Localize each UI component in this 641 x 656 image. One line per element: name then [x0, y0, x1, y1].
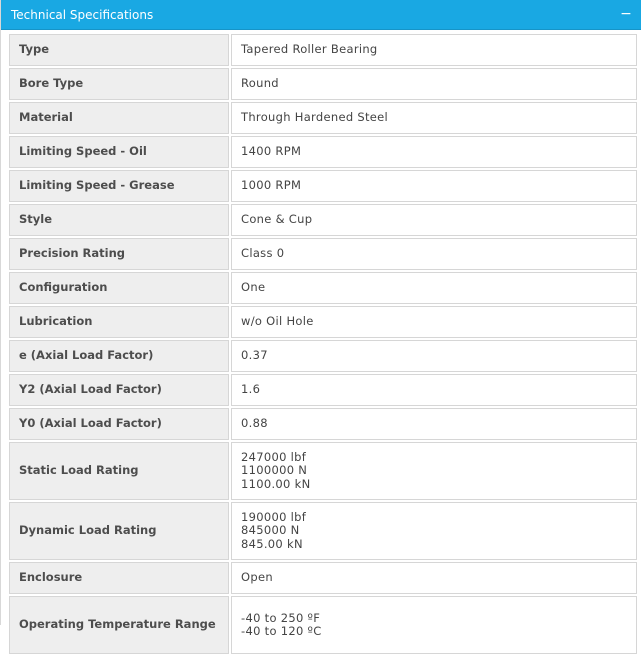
- spec-label: Type: [9, 34, 229, 66]
- spec-row-limiting-speed-oil: [9, 136, 637, 168]
- spec-label: Bore Type: [9, 68, 229, 100]
- spec-value: -40 to 250 ºF -40 to 120 ºC: [231, 596, 637, 654]
- spec-value: 190000 lbf 845000 N 845.00 kN: [231, 502, 637, 560]
- spec-value: 247000 lbf 1100000 N 1100.00 kN: [231, 442, 637, 500]
- spec-value: 0.37: [231, 340, 637, 372]
- spec-value: w/o Oil Hole: [231, 306, 637, 338]
- spec-row-dynamic-load-rating: [9, 502, 637, 560]
- spec-label: Limiting Speed - Oil: [9, 136, 229, 168]
- spec-label: Material: [9, 102, 229, 134]
- spec-value: Through Hardened Steel: [231, 102, 637, 134]
- spec-value: 1400 RPM: [231, 136, 637, 168]
- spec-row-bore-type: [9, 68, 637, 100]
- spec-label: Limiting Speed - Grease: [9, 170, 229, 202]
- spec-row-y2-axial-load-factor: [9, 374, 637, 406]
- spec-label: Operating Temperature Range: [9, 596, 229, 654]
- spec-value: 1000 RPM: [231, 170, 637, 202]
- spec-label: Lubrication: [9, 306, 229, 338]
- spec-label: Enclosure: [9, 562, 229, 594]
- spec-value: 1.6: [231, 374, 637, 406]
- spec-value: One: [231, 272, 637, 304]
- spec-label: e (Axial Load Factor): [9, 340, 229, 372]
- spec-row-limiting-speed-grease: [9, 170, 637, 202]
- spec-value: Round: [231, 68, 637, 100]
- panel-title: Technical Specifications: [11, 8, 154, 22]
- spec-label: Y0 (Axial Load Factor): [9, 408, 229, 440]
- panel-header[interactable]: [1, 0, 641, 30]
- collapse-toggle-icon[interactable]: −: [620, 6, 632, 22]
- spec-row-static-load-rating: [9, 442, 637, 500]
- spec-label: Precision Rating: [9, 238, 229, 270]
- spec-value: Class 0: [231, 238, 637, 270]
- spec-value: Open: [231, 562, 637, 594]
- spec-row-y0-axial-load-factor: [9, 408, 637, 440]
- spec-label: Y2 (Axial Load Factor): [9, 374, 229, 406]
- spec-row-enclosure: [9, 562, 637, 594]
- spec-row-operating-temperature-range: [9, 596, 637, 654]
- spec-value: Tapered Roller Bearing: [231, 34, 637, 66]
- spec-row-style: [9, 204, 637, 236]
- spec-value: 0.88: [231, 408, 637, 440]
- spec-label: Static Load Rating: [9, 442, 229, 500]
- spec-row-type: [9, 34, 637, 66]
- specifications-table: [7, 32, 639, 656]
- spec-row-configuration: [9, 272, 637, 304]
- spec-label: Configuration: [9, 272, 229, 304]
- spec-row-precision-rating: [9, 238, 637, 270]
- spec-row-lubrication: [9, 306, 637, 338]
- spec-label: Style: [9, 204, 229, 236]
- spec-row-material: [9, 102, 637, 134]
- spec-value: Cone & Cup: [231, 204, 637, 236]
- spec-row-e-axial-load-factor: [9, 340, 637, 372]
- spec-label: Dynamic Load Rating: [9, 502, 229, 560]
